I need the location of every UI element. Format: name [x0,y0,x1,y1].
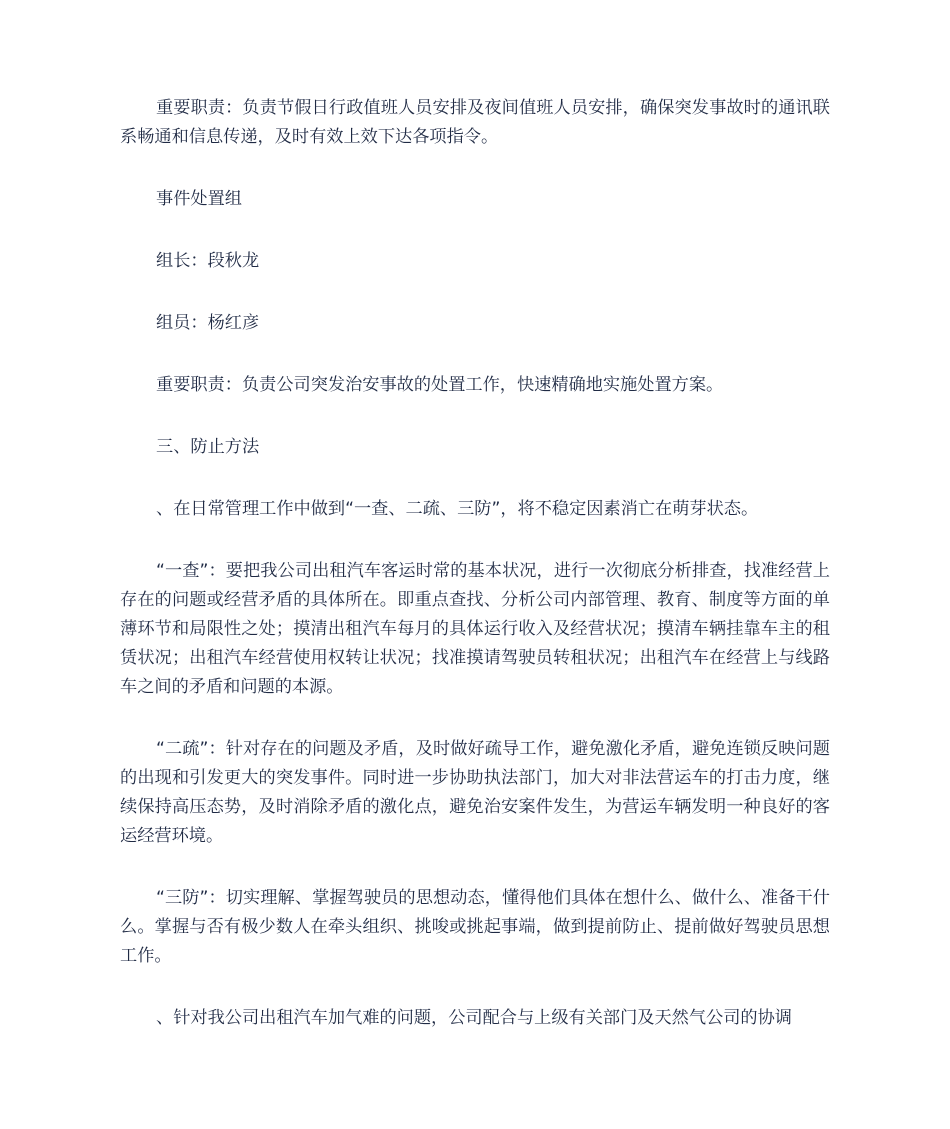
section-heading-prevention-methods: 三、防止方法 [156,437,260,457]
heading-incident-handling-group: 事件处置组 [156,189,242,209]
paragraph-item-daily-management: 、在日常管理工作中做到“一查、二疏、三防”，将不稳定因素消亡在萌芽状态。 [156,499,759,519]
paragraph-item-gas-refuel: 、针对我公司出租汽车加气难的问题，公司配合与上级有关部门及天然气公司的协调 [156,1008,792,1028]
group-member-line: 组员：杨红彦 [156,313,260,333]
paragraph-duties-incident-group: 重要职责：负责公司突发治安事故的处置工作，快速精确地实施处置方案。 [156,375,724,395]
paragraph-duties-duty-group: 重要职责：负责节假日行政值班人员安排及夜间值班人员安排，确保突发事故时的通讯联系畅通和信息传递，及时有效上效下达各项指令。 [120,98,830,147]
paragraph-two-guide: “二疏”：针对存在的问题及矛盾，及时做好疏导工作，避免激化矛盾，避免连锁反映问题的出现和引发更大的突发事件。同时进一步协助执法部门，加大对非法营运车的打击力度，继续保持高压态势，及时消除矛盾的激化点，避免治安案件发生，为营运车辆发明一种良好的客运经营环境。 [120,739,830,846]
paragraph-one-check: “一查”：要把我公司出租汽车客运时常的基本状况，进行一次彻底分析排查，找准经营上存在的问题或经营矛盾的具体所在。即重点查找、分析公司内部管理、教育、制度等方面的单薄环节和局限性之处；摸清出租汽车每月的具体运行收入及经营状况；摸清车辆挂靠车主的租赁状况；出租汽车经营使用权转让状况；找准摸请驾驶员转租状况；出租汽车在经营上与线路车之间的矛盾和问题的本源。 [120,561,830,697]
group-leader-line: 组长：段秋龙 [156,251,260,271]
paragraph-three-prevent: “三防”：切实理解、掌握驾驶员的思想动态，懂得他们具体在想什么、做什么、准备干什么。掌握与否有极少数人在牵头组织、挑唆或挑起事端，做到提前防止、提前做好驾驶员思想工作。 [120,888,830,966]
